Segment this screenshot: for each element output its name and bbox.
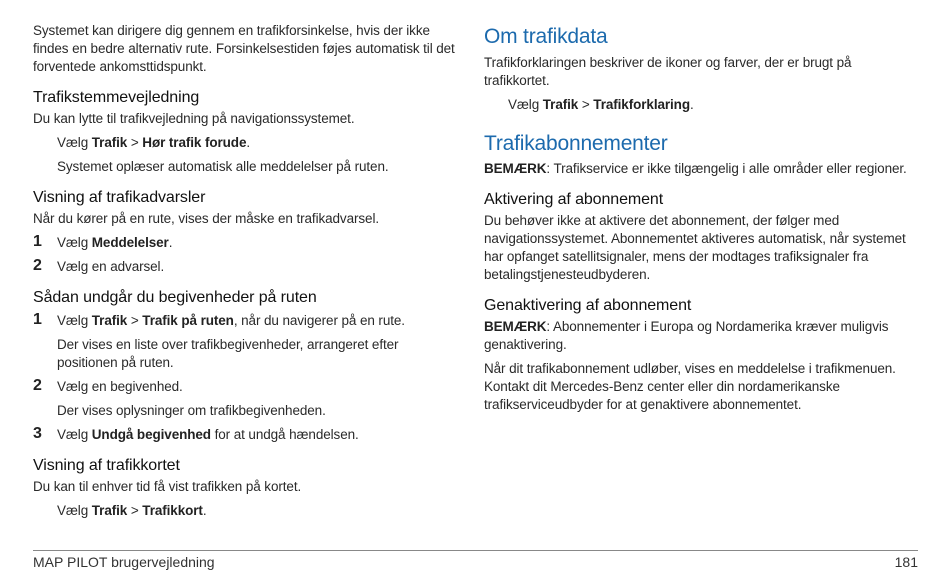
avoid-step-3: 3 Vælg Undgå begivenhed for at undgå hændelsen. [33,425,359,442]
right-column [484,22,916,414]
heading-subscription-reactivation: Genaktivering af abonnement [484,297,692,314]
step-number: 1 [33,233,42,250]
heading-traffic-alerts: Visning af trafikadvarsler [33,189,206,206]
step-number: 3 [33,425,42,442]
traffic-map-text: Du kan til enhver tid få vist trafikken på kortet. [33,479,302,494]
alerts-step-2: 2 Vælg en advarsel. [33,257,165,274]
heading-avoid-events: Sådan undgår du begivenheder på ruten [33,289,317,306]
reactivation-note: BEMÆRK: Abonnementer i Europa og Nordamerika kræver muligvis genaktivering. [484,319,889,352]
avoid-step-2: 2 Vælg en begivenhed. [33,377,183,394]
heading-traffic-map: Visning af trafikkortet [33,457,180,474]
alerts-step-1: 1 Vælg Meddelelser. [33,233,173,250]
manual-title: MAP PILOT brugervejledning [33,554,215,570]
heading-traffic-voice-guidance: Trafikstemmevejledning [33,89,200,106]
activation-text: Du behøver ikke at aktivere det abonnement, der følger med navigationssystemet. Abonnementet aktiveres automatisk, når systemet har opfanget satellitsignaler, mens der modtages trafiksignaler fra betalingstjenesteudbyderen. [484,213,906,282]
step-number: 2 [33,377,42,394]
avoid-step-2-note: Der vises oplysninger om trafikbegivenheden. [57,403,326,418]
traffic-map-instruction: Vælg Trafik > Trafikkort. [57,503,207,518]
traffic-voice-note: Systemet oplæser automatisk alle meddelelser på ruten. [57,159,389,174]
traffic-data-instruction: Vælg Trafik > Trafikforklaring. [508,97,694,112]
page-number: 181 [894,554,918,570]
step-number: 1 [33,311,42,328]
traffic-data-text: Trafikforklaringen beskriver de ikoner og farver, der er brugt på trafikkortet. [484,55,852,88]
traffic-voice-text: Du kan lytte til trafikvejledning på navigationssystemet. [33,111,355,126]
left-column [33,22,465,520]
heading-subscription-activation: Aktivering af abonnement [484,191,664,208]
reactivation-text: Når dit trafikabonnement udløber, vises en meddelelse i trafikmenuen. Kontakt dit Mercedes-Benz center eller din nordamerikanske trafikserviceudbyder for at genaktivere abonnementet. [484,361,896,412]
subscriptions-note: BEMÆRK: Trafikservice er ikke tilgængelig i alle områder eller regioner. [484,161,907,176]
traffic-voice-instruction: Vælg Trafik > Hør trafik forude. [57,135,251,150]
step-number: 2 [33,257,42,274]
heading-about-traffic-data: Om trafikdata [484,25,608,48]
avoid-step-1-note: Der vises en liste over trafikbegivenheder, arrangeret efter positionen på ruten. [57,337,399,370]
heading-traffic-subscriptions: Trafikabonnementer [484,132,668,155]
intro-paragraph: Systemet kan dirigere dig gennem en trafikforsinkelse, hvis der ikke findes en bedre alternativ rute. Forsinkelsestiden føjes automatisk til det forventede ankomsttidspunkt. [33,23,455,74]
footer-divider [33,550,918,551]
traffic-alerts-text: Når du kører på en rute, vises der måske en trafikadvarsel. [33,211,379,226]
avoid-step-1: 1 Vælg Trafik > Trafik på ruten, når du navigerer på en rute. [33,311,405,328]
